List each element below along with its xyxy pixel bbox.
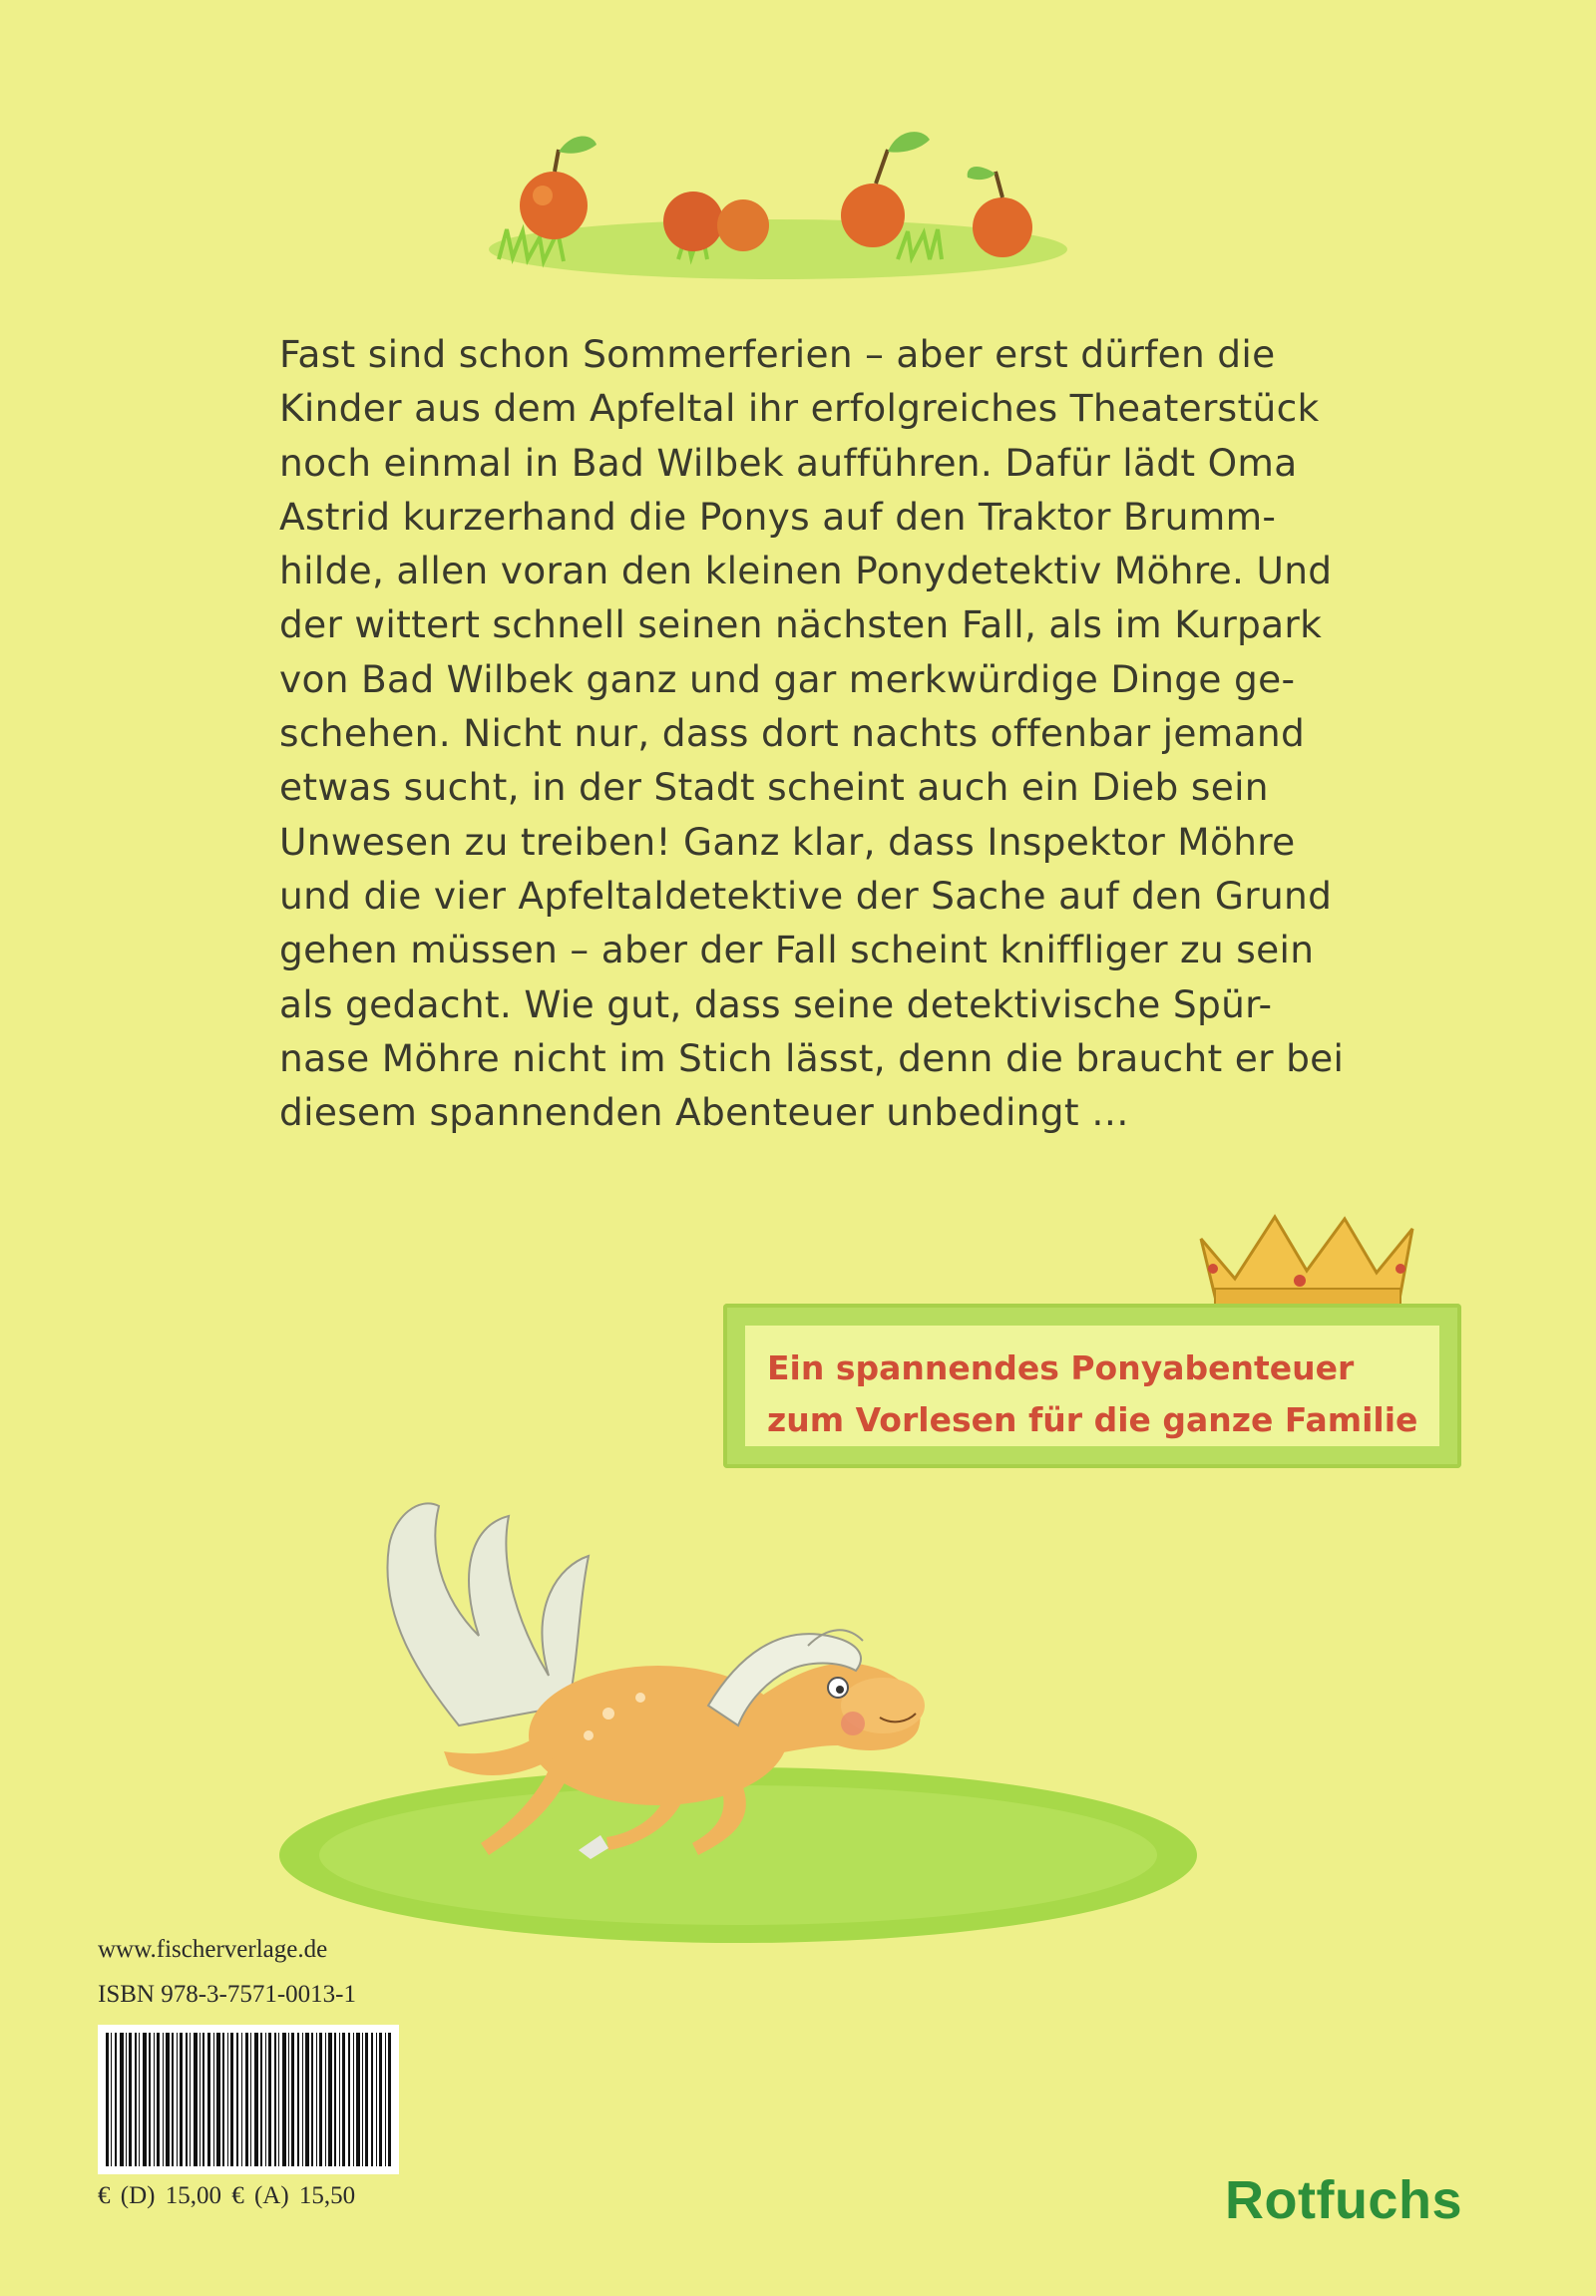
blurb-line: und die vier Apfeltaldetektive der Sache auf den Grund: [279, 873, 1333, 918]
blurb-line: etwas sucht, in der Stadt scheint auch ein Dieb sein: [279, 765, 1269, 810]
tagline-line-2: zum Vorlesen für die ganze Familie: [767, 1400, 1418, 1439]
price-text: € (D) 15,00 € (A) 15,50: [98, 2182, 356, 2209]
isbn-text: ISBN 978-3-7571-0013-1: [98, 1981, 357, 2008]
blurb-line: Astrid kurzerhand die Ponys auf den Traktor Brumm-: [279, 494, 1277, 539]
blurb-line: noch einmal in Bad Wilbek aufführen. Dafür lädt Oma: [279, 440, 1298, 485]
apple-icon: [520, 136, 597, 239]
blurb-line: als gedacht. Wie gut, dass seine detektivische Spür-: [279, 981, 1273, 1026]
apples-on-grass-illustration: [479, 110, 1077, 289]
blurb-line: der wittert schnell seinen nächsten Fall, als im Kurpark: [279, 602, 1323, 647]
blurb-line: Kinder aus dem Apfeltal ihr erfolgreiches Theaterstück: [279, 386, 1320, 431]
blurb-text: [279, 327, 1345, 1139]
blurb-line: diesem spannenden Abenteuer unbedingt …: [279, 1090, 1129, 1135]
blurb-line: Unwesen zu treiben! Ganz klar, dass Inspektor Möhre: [279, 819, 1296, 864]
crown-icon: [1195, 1209, 1418, 1313]
blurb-line: schehen. Nicht nur, dass dort nachts offenbar jemand: [279, 711, 1306, 756]
publisher-info: [98, 1927, 356, 2017]
rotfuchs-logo: Rotfuchs: [1225, 2170, 1462, 2230]
blurb-line: Fast sind schon Sommerferien – aber erst dürfen die: [279, 332, 1276, 376]
blurb-line: hilde, allen voran den kleinen Ponydetektiv Möhre. Und: [279, 549, 1333, 593]
blurb-line: nase Möhre nicht im Stich lässt, denn die braucht er bei: [279, 1035, 1345, 1080]
tagline-text: [767, 1342, 1425, 1446]
blurb-line: gehen müssen – aber der Fall scheint kniffliger zu sein: [279, 928, 1315, 972]
barcode: [98, 2025, 399, 2174]
blurb-line: von Bad Wilbek ganz und gar merkwürdige Dinge ge-: [279, 656, 1296, 701]
tagline-callout-inner: [745, 1326, 1439, 1446]
tagline-line-1: Ein spannendes Ponyabenteuer: [767, 1348, 1355, 1387]
tagline-callout: [723, 1304, 1461, 1468]
running-pony-illustration: [269, 1456, 1217, 1995]
website-text: www.fischerverlage.de: [98, 1936, 328, 1963]
